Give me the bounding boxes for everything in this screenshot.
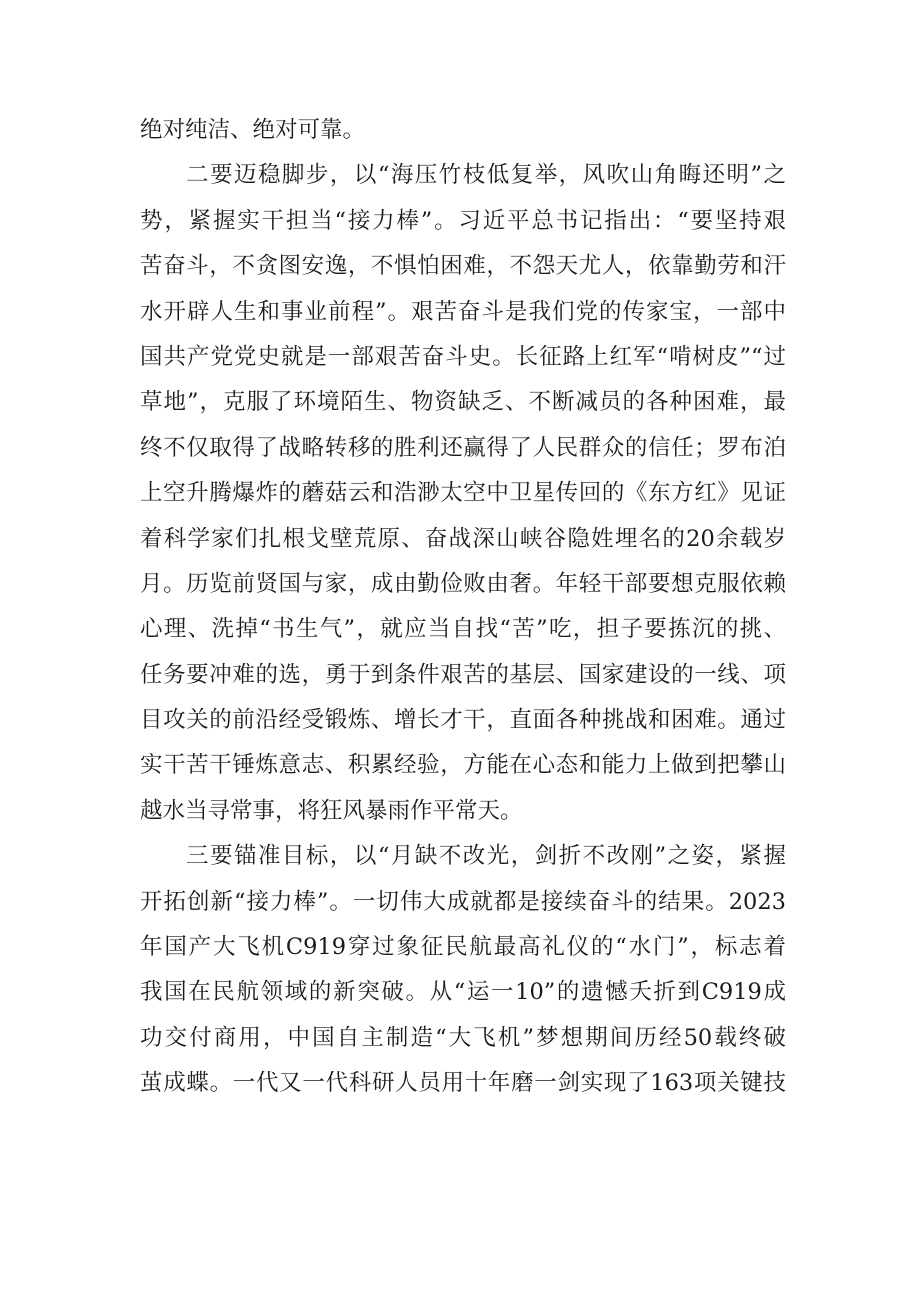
- text-line: 草地”，克服了环境陌生、物资缺乏、不断减员的各种困难，最: [140, 389, 786, 416]
- text-line: 二要迈稳脚步，以“海压竹枝低复举，风吹山角晦还明”之: [186, 162, 786, 189]
- text-line: 任务要冲难的选，勇于到条件艰苦的基层、国家建设的一线、项: [140, 661, 786, 688]
- text-line: 苦奋斗，不贪图安逸，不惧怕困难，不怨天尤人，依靠勤劳和汗: [140, 253, 786, 280]
- text-line: 水开辟人生和事业前程”。艰苦奋斗是我们党的传家宝，一部中: [140, 298, 786, 325]
- text-line: 功交付商用，中国自主制造“大飞机”梦想期间历经50载终破: [140, 1024, 786, 1051]
- text-line: 上空升腾爆炸的蘑菇云和浩渺太空中卫星传回的《东方红》见证: [140, 480, 786, 507]
- text-line: 着科学家们扎根戈壁荒原、奋战深山峡谷隐姓埋名的20余载岁: [140, 525, 786, 552]
- text-line: 目攻关的前沿经受锻炼、增长才干，直面各种挑战和困难。通过: [140, 707, 786, 734]
- paragraph-p3: [140, 834, 786, 1106]
- text-line: 三要锚准目标，以“月缺不改光，剑折不改刚”之姿，紧握: [186, 843, 786, 870]
- paragraph-p1: [140, 108, 786, 153]
- text-line: 实干苦干锤炼意志、积累经验，方能在心态和能力上做到把攀山: [140, 752, 786, 779]
- text-line: 越水当寻常事，将狂风暴雨作平常天。: [140, 797, 523, 824]
- text-line: 终不仅取得了战略转移的胜利还赢得了人民群众的信任；罗布泊: [140, 434, 786, 461]
- text-line: 年国产大飞机C919穿过象征民航最高礼仪的“水门”，标志着: [140, 934, 786, 961]
- text-line: 势，紧握实干担当“接力棒”。习近平总书记指出：“要坚持艰: [140, 207, 786, 234]
- text-line: 绝对纯洁、绝对可靠。: [140, 117, 366, 143]
- document-body: [140, 108, 786, 1107]
- paragraph-p2: [140, 153, 786, 834]
- text-line: 开拓创新“接力棒”。一切伟大成就都是接续奋斗的结果。2023: [140, 888, 786, 915]
- text-line: 心理、洗掉“书生气”，就应当自找“苦”吃，担子要拣沉的挑、: [140, 616, 786, 643]
- text-line: 月。历览前贤国与家，成由勤俭败由奢。年轻干部要想克服依赖: [140, 570, 786, 597]
- text-line: 茧成蝶。一代又一代科研人员用十年磨一剑实现了163项关键技: [140, 1070, 786, 1097]
- text-line: 我国在民航领域的新突破。从“运一10”的遗憾夭折到C919成: [140, 979, 786, 1006]
- text-line: 国共产党党史就是一部艰苦奋斗史。长征路上红军“啃树皮”“过: [140, 343, 786, 370]
